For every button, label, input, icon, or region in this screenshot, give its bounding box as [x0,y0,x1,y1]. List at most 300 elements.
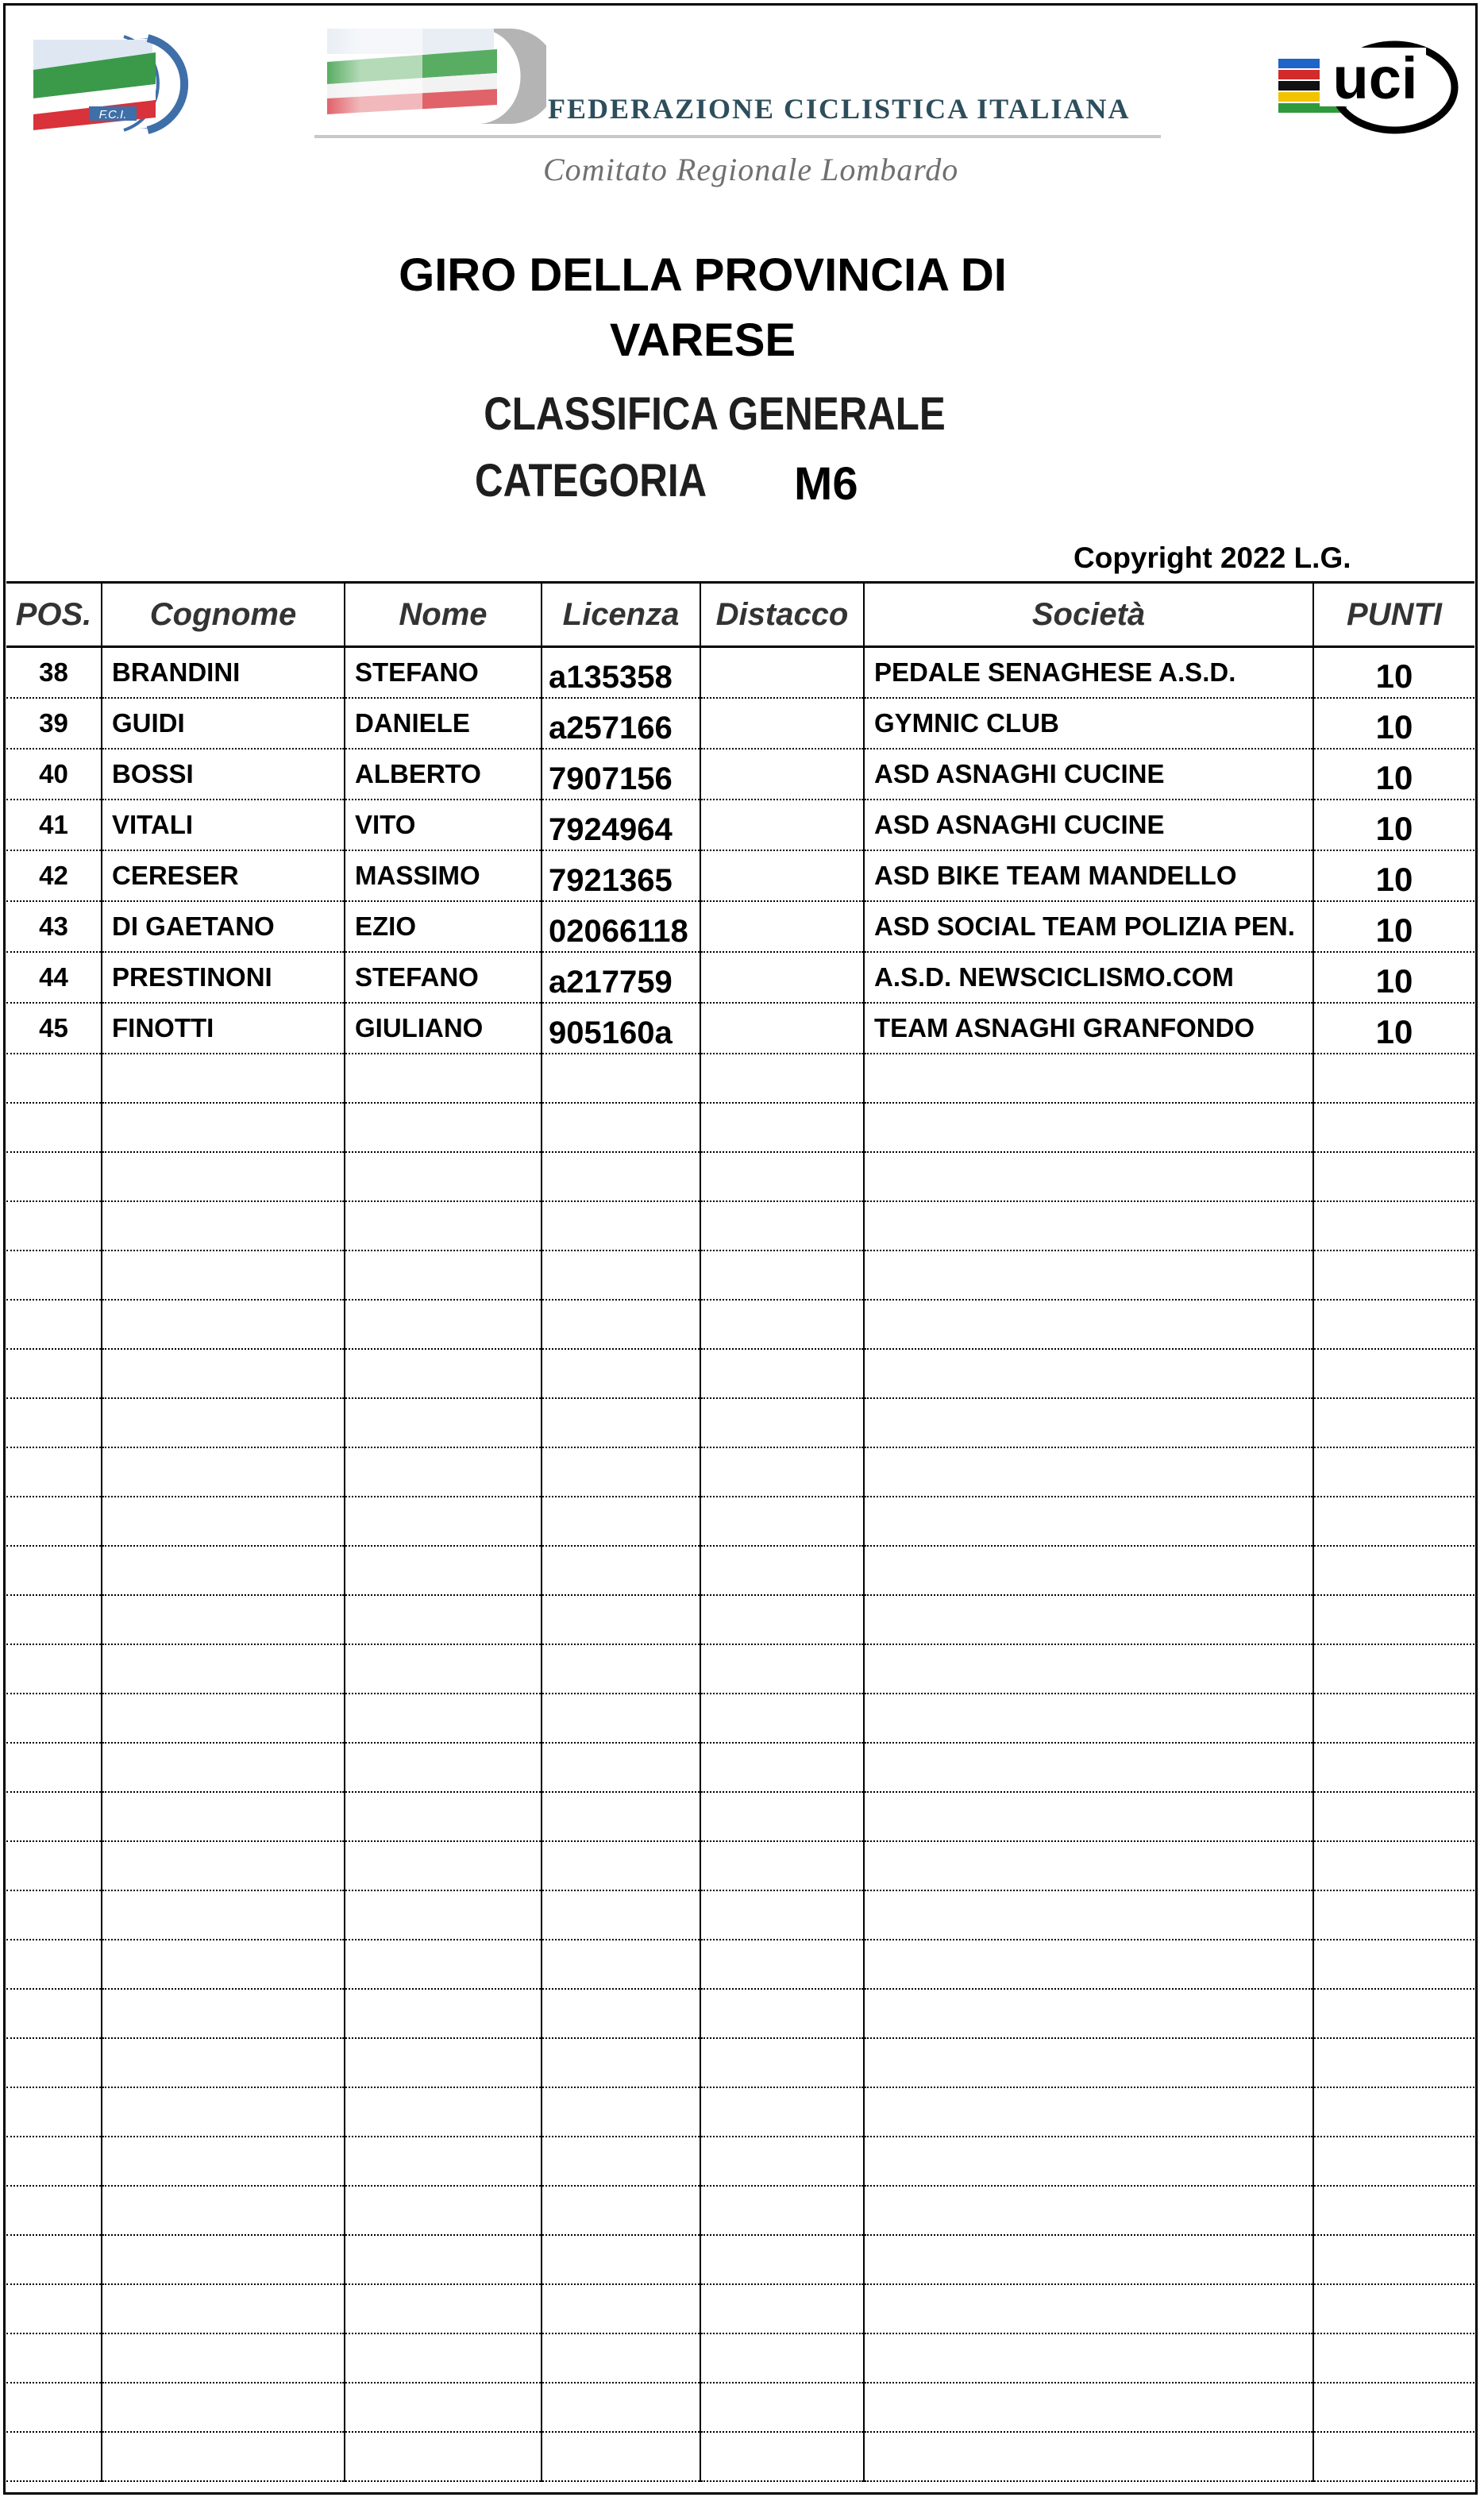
race-title-line1: GIRO DELLA PROVINCIA DI [399,249,1007,301]
cell-licenza: 905160a [542,1003,700,1054]
cell-licenza: 02066118 [542,901,700,952]
empty-cell [1313,1595,1474,1644]
federation-name: FEDERAZIONE CICLISTICA ITALIANA [548,93,1131,125]
empty-table-row [6,2137,1474,2186]
empty-cell [345,1841,542,1890]
empty-cell [1313,1349,1474,1398]
empty-cell [345,1054,542,1103]
cell-cognome: BRANDINI [102,647,345,699]
empty-cell [102,1743,345,1792]
empty-cell [102,2383,345,2432]
empty-cell [102,2137,345,2186]
cell-distacco [700,749,864,800]
copyright-notice: Copyright 2022 L.G. [1073,541,1351,574]
empty-cell [864,1841,1313,1890]
empty-cell [345,1447,542,1497]
uci-logo [1275,35,1459,135]
empty-table-row [6,1152,1474,1201]
fci-logo [29,32,211,135]
table-row [6,1003,1474,1054]
empty-cell [700,2235,864,2284]
empty-cell [864,1644,1313,1694]
empty-cell [102,1841,345,1890]
empty-cell [345,2186,542,2235]
empty-cell [1313,1743,1474,1792]
empty-cell [6,1103,102,1152]
table-row [6,698,1474,749]
empty-cell [700,1201,864,1250]
empty-cell [1313,2235,1474,2284]
empty-cell [1313,2333,1474,2383]
empty-cell [864,1743,1313,1792]
table-row [6,647,1474,699]
empty-cell [700,1694,864,1743]
empty-cell [6,2186,102,2235]
cell-licenza: a135358 [542,647,700,699]
cell-punti: 10 [1313,698,1474,749]
empty-cell [700,1103,864,1152]
empty-cell [542,1054,700,1103]
cell-pos: 44 [6,952,102,1003]
empty-cell [102,1595,345,1644]
empty-cell [1313,1398,1474,1447]
empty-cell [542,2038,700,2087]
empty-cell [542,1152,700,1201]
cell-nome: ALBERTO [345,749,542,800]
empty-table-row [6,2333,1474,2383]
cell-societa: GYMNIC CLUB [864,698,1313,749]
empty-cell [864,1300,1313,1349]
empty-cell [102,1398,345,1447]
cell-societa: TEAM ASNAGHI GRANFONDO [864,1003,1313,1054]
empty-cell [1313,1694,1474,1743]
empty-cell [102,2087,345,2137]
empty-cell [542,1841,700,1890]
empty-cell [864,2087,1313,2137]
empty-table-row [6,1694,1474,1743]
empty-cell [345,2235,542,2284]
cell-distacco [700,698,864,749]
cell-societa: A.S.D. NEWSCICLISMO.COM [864,952,1313,1003]
empty-cell [542,2137,700,2186]
empty-cell [1313,1792,1474,1841]
empty-cell [864,1989,1313,2038]
empty-cell [345,2038,542,2087]
empty-cell [345,2137,542,2186]
empty-cell [700,1349,864,1398]
table-header-row [6,583,1474,647]
empty-cell [345,1792,542,1841]
cell-licenza: 7924964 [542,800,700,850]
empty-cell [6,1054,102,1103]
empty-cell [864,1250,1313,1300]
empty-cell [6,1398,102,1447]
empty-cell [864,2284,1313,2333]
empty-table-row [6,2432,1474,2481]
empty-cell [864,1054,1313,1103]
empty-cell [345,1349,542,1398]
column-header-distacco: Distacco [700,583,864,647]
cell-societa: ASD ASNAGHI CUCINE [864,800,1313,850]
race-title [206,243,1199,373]
fci-banner-graphic [327,25,546,130]
cell-licenza: a217759 [542,952,700,1003]
empty-cell [864,2383,1313,2432]
empty-cell [864,1890,1313,1940]
empty-cell [864,1546,1313,1595]
empty-cell [864,2038,1313,2087]
empty-cell [6,2087,102,2137]
empty-table-row [6,1890,1474,1940]
empty-cell [700,1792,864,1841]
empty-cell [1313,1546,1474,1595]
cell-nome: MASSIMO [345,850,542,901]
empty-cell [542,1300,700,1349]
results-table [6,581,1474,2482]
table-row [6,901,1474,952]
empty-cell [700,2383,864,2432]
empty-cell [1313,2284,1474,2333]
empty-table-row [6,1644,1474,1694]
empty-cell [6,1201,102,1250]
empty-cell [345,1497,542,1546]
empty-table-row [6,1398,1474,1447]
empty-cell [542,1792,700,1841]
empty-cell [6,1743,102,1792]
category-label: CATEGORIA [475,455,707,507]
empty-cell [345,1152,542,1201]
empty-cell [700,2137,864,2186]
empty-cell [6,1152,102,1201]
empty-table-row [6,1103,1474,1152]
empty-cell [345,1398,542,1447]
empty-cell [542,1398,700,1447]
empty-cell [542,1349,700,1398]
empty-cell [1313,1447,1474,1497]
empty-cell [6,1300,102,1349]
empty-cell [345,2087,542,2137]
empty-table-row [6,1546,1474,1595]
empty-table-row [6,2383,1474,2432]
cell-pos: 45 [6,1003,102,1054]
cell-nome: STEFANO [345,647,542,699]
table-row [6,952,1474,1003]
empty-table-row [6,2087,1474,2137]
table-row [6,749,1474,800]
empty-cell [864,1694,1313,1743]
cell-punti: 10 [1313,800,1474,850]
empty-cell [700,1546,864,1595]
empty-cell [700,1447,864,1497]
column-header-pos: POS. [6,583,102,647]
empty-cell [864,1103,1313,1152]
table-row [6,800,1474,850]
empty-cell [700,2038,864,2087]
race-title-line2: VARESE [609,314,796,366]
committee-name: Comitato Regionale Lombardo [543,152,959,187]
empty-cell [6,2137,102,2186]
empty-cell [6,2284,102,2333]
empty-cell [864,1201,1313,1250]
empty-cell [345,1103,542,1152]
empty-table-row [6,1201,1474,1250]
empty-cell [102,1792,345,1841]
cell-pos: 38 [6,647,102,699]
empty-cell [1313,1201,1474,1250]
empty-cell [6,2383,102,2432]
cell-cognome: GUIDI [102,698,345,749]
empty-cell [864,2235,1313,2284]
empty-cell [542,2186,700,2235]
empty-cell [102,1201,345,1250]
empty-cell [102,1890,345,1940]
empty-cell [1313,2186,1474,2235]
empty-cell [1313,2038,1474,2087]
empty-cell [864,1349,1313,1398]
cell-nome: EZIO [345,901,542,952]
cell-distacco [700,647,864,699]
empty-table-row [6,1250,1474,1300]
cell-licenza: a257166 [542,698,700,749]
cell-punti: 10 [1313,952,1474,1003]
empty-table-row [6,1792,1474,1841]
empty-cell [6,1989,102,2038]
empty-table-row [6,2038,1474,2087]
empty-cell [345,1250,542,1300]
empty-cell [700,1890,864,1940]
column-header-nome: Nome [345,583,542,647]
cell-cognome: FINOTTI [102,1003,345,1054]
banner-divider [314,135,1161,138]
empty-cell [864,2186,1313,2235]
empty-table-row [6,1349,1474,1398]
cell-punti: 10 [1313,647,1474,699]
empty-cell [102,2432,345,2481]
empty-cell [700,1595,864,1644]
empty-cell [102,2284,345,2333]
column-header-punti: PUNTI [1313,583,1474,647]
cell-cognome: CERESER [102,850,345,901]
empty-cell [864,2333,1313,2383]
empty-cell [542,1103,700,1152]
empty-cell [6,1694,102,1743]
empty-cell [700,1497,864,1546]
cell-societa: PEDALE SENAGHESE A.S.D. [864,647,1313,699]
empty-cell [700,1644,864,1694]
empty-cell [102,1300,345,1349]
empty-cell [6,1890,102,1940]
empty-cell [700,1940,864,1989]
empty-cell [542,1890,700,1940]
empty-cell [864,1595,1313,1644]
empty-cell [102,2235,345,2284]
cell-cognome: DI GAETANO [102,901,345,952]
empty-cell [542,2333,700,2383]
empty-cell [700,2087,864,2137]
cell-punti: 10 [1313,1003,1474,1054]
empty-table-row [6,1054,1474,1103]
empty-cell [542,2383,700,2432]
empty-cell [102,1447,345,1497]
empty-cell [6,1940,102,1989]
empty-cell [6,2235,102,2284]
empty-cell [542,1201,700,1250]
empty-cell [345,1300,542,1349]
empty-cell [6,2038,102,2087]
cell-punti: 10 [1313,850,1474,901]
empty-cell [1313,1054,1474,1103]
cell-societa: ASD BIKE TEAM MANDELLO [864,850,1313,901]
empty-cell [6,1250,102,1300]
empty-cell [864,1398,1313,1447]
empty-cell [1313,1644,1474,1694]
empty-table-row [6,2235,1474,2284]
empty-cell [1313,1103,1474,1152]
empty-cell [542,1250,700,1300]
empty-cell [6,2333,102,2383]
empty-cell [700,1841,864,1890]
empty-cell [1313,1841,1474,1890]
empty-cell [1313,1940,1474,1989]
empty-cell [700,2284,864,2333]
cell-distacco [700,850,864,901]
empty-table-row [6,2186,1474,2235]
empty-cell [542,1743,700,1792]
empty-cell [6,2432,102,2481]
category-value: M6 [794,458,858,510]
cell-punti: 10 [1313,749,1474,800]
empty-cell [542,1644,700,1694]
cell-societa: ASD ASNAGHI CUCINE [864,749,1313,800]
empty-cell [1313,1250,1474,1300]
empty-cell [700,1152,864,1201]
empty-table-row [6,2284,1474,2333]
cell-distacco [700,952,864,1003]
empty-cell [1313,2383,1474,2432]
empty-cell [700,2333,864,2383]
empty-cell [1313,1152,1474,1201]
empty-cell [345,2284,542,2333]
cell-nome: STEFANO [345,952,542,1003]
cell-pos: 42 [6,850,102,901]
empty-table-row [6,1497,1474,1546]
empty-cell [1313,1890,1474,1940]
empty-cell [700,1398,864,1447]
empty-cell [102,1497,345,1546]
column-header-societa: Società [864,583,1313,647]
empty-cell [345,1595,542,1644]
cell-pos: 41 [6,800,102,850]
cell-licenza: 7907156 [542,749,700,800]
empty-cell [6,1644,102,1694]
empty-cell [6,1595,102,1644]
cell-punti: 10 [1313,901,1474,952]
empty-cell [345,1743,542,1792]
cell-licenza: 7921365 [542,850,700,901]
empty-cell [6,1497,102,1546]
empty-table-row [6,1989,1474,2038]
empty-cell [6,1841,102,1890]
svg-text:uci: uci [1332,45,1418,111]
cell-cognome: VITALI [102,800,345,850]
empty-cell [345,1989,542,2038]
cell-nome: VITO [345,800,542,850]
column-header-cognome: Cognome [102,583,345,647]
empty-cell [542,2087,700,2137]
empty-table-row [6,1841,1474,1890]
empty-cell [542,1546,700,1595]
empty-cell [102,1054,345,1103]
cell-nome: GIULIANO [345,1003,542,1054]
cell-cognome: BOSSI [102,749,345,800]
svg-text:F.C.I.: F.C.I. [98,108,127,121]
empty-cell [102,1103,345,1152]
empty-cell [700,1743,864,1792]
empty-cell [700,1250,864,1300]
empty-cell [542,1497,700,1546]
cell-distacco [700,901,864,952]
empty-cell [102,1694,345,1743]
cell-cognome: PRESTINONI [102,952,345,1003]
cell-pos: 43 [6,901,102,952]
empty-cell [864,2137,1313,2186]
empty-cell [542,1447,700,1497]
empty-cell [542,2432,700,2481]
empty-table-row [6,1743,1474,1792]
empty-cell [102,2186,345,2235]
empty-cell [700,1054,864,1103]
ranking-title: CLASSIFICA GENERALE [484,388,946,440]
empty-cell [864,2432,1313,2481]
empty-cell [864,1152,1313,1201]
empty-cell [102,1152,345,1201]
empty-cell [700,2186,864,2235]
empty-cell [1313,2137,1474,2186]
empty-cell [700,2432,864,2481]
cell-nome: DANIELE [345,698,542,749]
cell-pos: 39 [6,698,102,749]
cell-pos: 40 [6,749,102,800]
empty-cell [1313,2087,1474,2137]
empty-cell [345,2432,542,2481]
empty-cell [700,1300,864,1349]
empty-table-row [6,1447,1474,1497]
empty-cell [542,1595,700,1644]
empty-cell [102,1644,345,1694]
empty-cell [345,1694,542,1743]
empty-cell [345,1940,542,1989]
empty-cell [542,2235,700,2284]
empty-cell [542,1940,700,1989]
empty-cell [1313,1300,1474,1349]
empty-cell [864,1792,1313,1841]
empty-cell [864,1940,1313,1989]
empty-cell [345,1546,542,1595]
cell-distacco [700,1003,864,1054]
empty-cell [6,1792,102,1841]
empty-cell [6,1546,102,1595]
empty-cell [345,1644,542,1694]
empty-cell [864,1447,1313,1497]
empty-cell [345,1890,542,1940]
empty-cell [864,1497,1313,1546]
empty-cell [345,1201,542,1250]
empty-cell [1313,1989,1474,2038]
empty-cell [542,1694,700,1743]
cell-societa: ASD SOCIAL TEAM POLIZIA PEN. [864,901,1313,952]
column-header-licenza: Licenza [542,583,700,647]
table-row [6,850,1474,901]
